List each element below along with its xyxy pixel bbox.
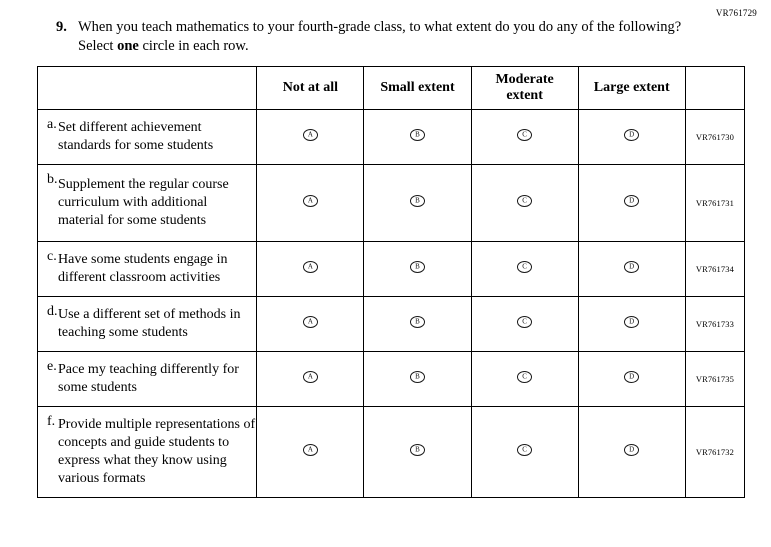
bubble-icon[interactable] xyxy=(517,316,532,328)
row-text-b: Supplement the regular course curriculum with additional material for some students xyxy=(58,176,229,229)
question-text-part1: When you teach mathematics to your fourth-grade class, to what extent do you do any of the following? Select xyxy=(78,19,682,55)
radio-d-moderate-extent[interactable] xyxy=(471,297,578,352)
radio-c-small-extent[interactable] xyxy=(364,242,471,297)
bubble-icon[interactable] xyxy=(624,261,639,273)
bubble-icon[interactable] xyxy=(517,261,532,273)
bubble-icon[interactable] xyxy=(410,444,425,456)
row-label-d: d. xyxy=(47,304,58,319)
table-row xyxy=(38,407,745,498)
bubble-glyph: D xyxy=(629,262,635,271)
bubble-glyph: B xyxy=(415,196,420,205)
bubble-glyph: D xyxy=(629,317,635,326)
bubble-glyph: A xyxy=(307,196,313,205)
bubble-glyph: C xyxy=(522,445,527,454)
bubble-glyph: B xyxy=(415,445,420,454)
bubble-icon[interactable] xyxy=(410,316,425,328)
bubble-glyph: B xyxy=(415,372,420,381)
bubble-icon[interactable] xyxy=(624,316,639,328)
header-moderate-extent: Moderate extent xyxy=(471,67,578,110)
bubble-icon[interactable] xyxy=(303,371,318,383)
bubble-glyph: C xyxy=(522,372,527,381)
bubble-icon[interactable] xyxy=(624,371,639,383)
bubble-icon[interactable] xyxy=(624,444,639,456)
header-item-id xyxy=(685,67,744,110)
row-label-c: c. xyxy=(47,249,57,264)
row-stem-f xyxy=(38,407,257,498)
bubble-icon[interactable] xyxy=(303,444,318,456)
table-row xyxy=(38,242,745,297)
radio-a-large-extent[interactable] xyxy=(578,110,685,165)
header-not-at-all: Not at all xyxy=(257,67,364,110)
table-row xyxy=(38,165,745,242)
row-stem-e xyxy=(38,352,257,407)
row-label-e: e. xyxy=(47,359,57,374)
bubble-icon[interactable] xyxy=(303,261,318,273)
bubble-glyph: B xyxy=(415,130,420,139)
radio-e-large-extent[interactable] xyxy=(578,352,685,407)
bubble-icon[interactable] xyxy=(410,129,425,141)
row-id-b: VR761731 xyxy=(685,165,744,242)
question-text xyxy=(78,18,696,56)
response-grid xyxy=(37,66,745,498)
row-text-f: Provide multiple representations of concepts and guide students to express what they know using various formats xyxy=(58,416,256,487)
bubble-icon[interactable] xyxy=(410,371,425,383)
row-id-e: VR761735 xyxy=(685,352,744,407)
row-stem-a xyxy=(38,110,257,165)
header-stem xyxy=(38,67,257,110)
bubble-glyph: A xyxy=(307,372,313,381)
bubble-icon[interactable] xyxy=(517,195,532,207)
bubble-glyph: A xyxy=(307,130,313,139)
bubble-glyph: B xyxy=(415,317,420,326)
table-row xyxy=(38,110,745,165)
radio-e-small-extent[interactable] xyxy=(364,352,471,407)
page-identifier: VR761729 xyxy=(715,8,757,18)
row-id-d: VR761733 xyxy=(685,297,744,352)
radio-f-moderate-extent[interactable] xyxy=(471,407,578,498)
bubble-icon[interactable] xyxy=(517,444,532,456)
bubble-icon[interactable] xyxy=(517,129,532,141)
radio-b-large-extent[interactable] xyxy=(578,165,685,242)
bubble-icon[interactable] xyxy=(624,129,639,141)
table-row xyxy=(38,352,745,407)
row-label-f: f. xyxy=(47,414,56,429)
bubble-icon[interactable] xyxy=(410,261,425,273)
radio-d-large-extent[interactable] xyxy=(578,297,685,352)
table-header-row xyxy=(38,67,745,110)
row-id-a: VR761730 xyxy=(685,110,744,165)
row-text-c: Have some students engage in different classroom activities xyxy=(58,251,228,285)
bubble-glyph: D xyxy=(629,445,635,454)
bubble-icon[interactable] xyxy=(303,316,318,328)
row-text-a: Set different achievement standards for some students xyxy=(58,119,214,153)
bubble-glyph: C xyxy=(522,130,527,139)
question-prompt xyxy=(56,18,696,56)
radio-a-not-at-all[interactable] xyxy=(257,110,364,165)
bubble-icon[interactable] xyxy=(410,195,425,207)
radio-b-moderate-extent[interactable] xyxy=(471,165,578,242)
row-id-c: VR761734 xyxy=(685,242,744,297)
row-id-f: VR761732 xyxy=(685,407,744,498)
radio-c-large-extent[interactable] xyxy=(578,242,685,297)
radio-a-small-extent[interactable] xyxy=(364,110,471,165)
header-large-extent: Large extent xyxy=(578,67,685,110)
radio-f-small-extent[interactable] xyxy=(364,407,471,498)
bubble-glyph: A xyxy=(307,317,313,326)
row-text-e: Pace my teaching differently for some students xyxy=(58,361,239,395)
radio-f-large-extent[interactable] xyxy=(578,407,685,498)
row-label-a: a. xyxy=(47,117,57,132)
row-stem-b xyxy=(38,165,257,242)
question-emphasis: one xyxy=(117,38,139,55)
bubble-glyph: C xyxy=(522,262,527,271)
bubble-glyph: A xyxy=(307,445,313,454)
row-label-b: b. xyxy=(47,172,58,187)
bubble-icon[interactable] xyxy=(624,195,639,207)
bubble-glyph: A xyxy=(307,262,313,271)
radio-d-not-at-all[interactable] xyxy=(257,297,364,352)
bubble-glyph: D xyxy=(629,196,635,205)
radio-c-not-at-all[interactable] xyxy=(257,242,364,297)
question-text-part2: circle in each row. xyxy=(138,38,249,55)
radio-b-not-at-all[interactable] xyxy=(257,165,364,242)
radio-b-small-extent[interactable] xyxy=(364,165,471,242)
bubble-icon[interactable] xyxy=(303,195,318,207)
radio-f-not-at-all[interactable] xyxy=(257,407,364,498)
header-small-extent: Small extent xyxy=(364,67,471,110)
radio-e-moderate-extent[interactable] xyxy=(471,352,578,407)
radio-a-moderate-extent[interactable] xyxy=(471,110,578,165)
bubble-glyph: C xyxy=(522,317,527,326)
table-row xyxy=(38,297,745,352)
question-number: 9. xyxy=(56,19,67,35)
row-stem-d xyxy=(38,297,257,352)
radio-d-small-extent[interactable] xyxy=(364,297,471,352)
row-text-d: Use a different set of methods in teaching some students xyxy=(58,306,241,340)
radio-e-not-at-all[interactable] xyxy=(257,352,364,407)
row-stem-c xyxy=(38,242,257,297)
bubble-glyph: D xyxy=(629,130,635,139)
radio-c-moderate-extent[interactable] xyxy=(471,242,578,297)
bubble-icon[interactable] xyxy=(303,129,318,141)
bubble-icon[interactable] xyxy=(517,371,532,383)
bubble-glyph: C xyxy=(522,196,527,205)
bubble-glyph: D xyxy=(629,372,635,381)
bubble-glyph: B xyxy=(415,262,420,271)
